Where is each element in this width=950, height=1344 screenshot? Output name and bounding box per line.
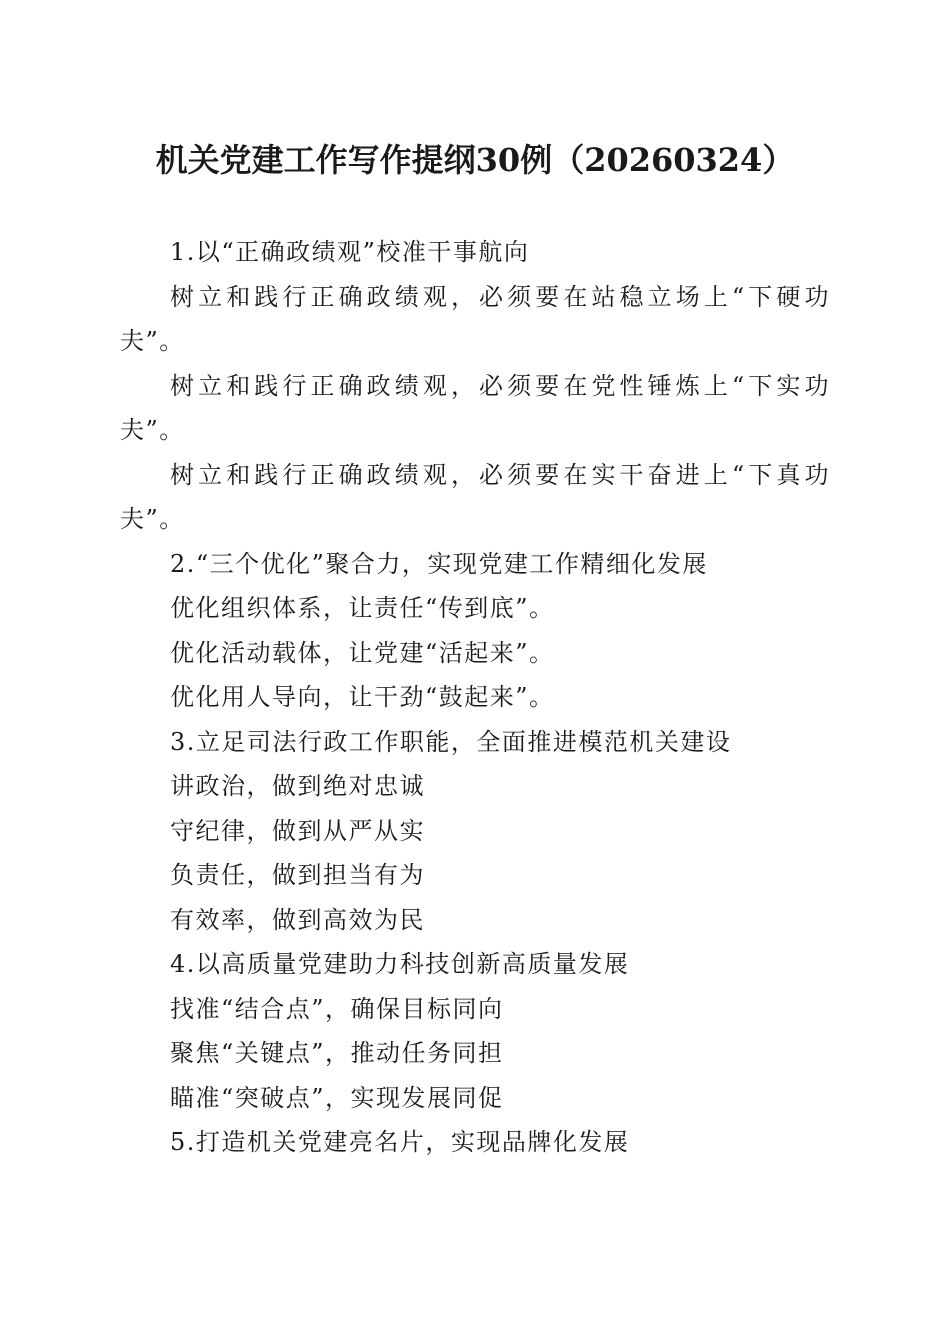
paragraph: 讲政治，做到绝对忠诚: [170, 772, 425, 800]
document-title: 机关党建工作写作提纲30例（20260324）: [155, 141, 795, 179]
section-heading-3: 3.立足司法行政工作职能，全面推进模范机关建设: [170, 727, 732, 756]
paragraph: 优化用人导向，让干劲“鼓起来”。: [170, 683, 555, 711]
paragraph: 聚焦“关键点”，推动任务同担: [170, 1039, 504, 1067]
paragraph: 负责任，做到担当有为: [170, 861, 425, 889]
paragraph: 有效率，做到高效为民: [170, 905, 425, 934]
document-body: [120, 230, 830, 1165]
section-heading-2: 2.“三个优化”聚合力，实现党建工作精细化发展: [170, 549, 708, 578]
paragraph: 树立和践行正确政绩观，必须要在实干奋进上“下真功夫”。: [120, 460, 830, 533]
section-heading-4: 4.以高质量党建助力科技创新高质量发展: [170, 950, 630, 978]
section-heading-1: 1.以“正确政绩观”校准干事航向: [170, 238, 530, 266]
paragraph: 优化组织体系，让责任“传到底”。: [170, 594, 555, 622]
paragraph: 瞄准“突破点”，实现发展同促: [170, 1083, 504, 1112]
paragraph: 找准“结合点”，确保目标同向: [170, 994, 504, 1023]
paragraph: 优化活动载体，让党建“活起来”。: [170, 638, 555, 667]
paragraph: 守纪律，做到从严从实: [170, 816, 425, 845]
paragraph: 树立和践行正确政绩观，必须要在党性锤炼上“下实功夫”。: [120, 371, 830, 444]
section-heading-5: 5.打造机关党建亮名片，实现品牌化发展: [170, 1128, 630, 1156]
paragraph: 树立和践行正确政绩观，必须要在站稳立场上“下硬功夫”。: [120, 282, 830, 355]
